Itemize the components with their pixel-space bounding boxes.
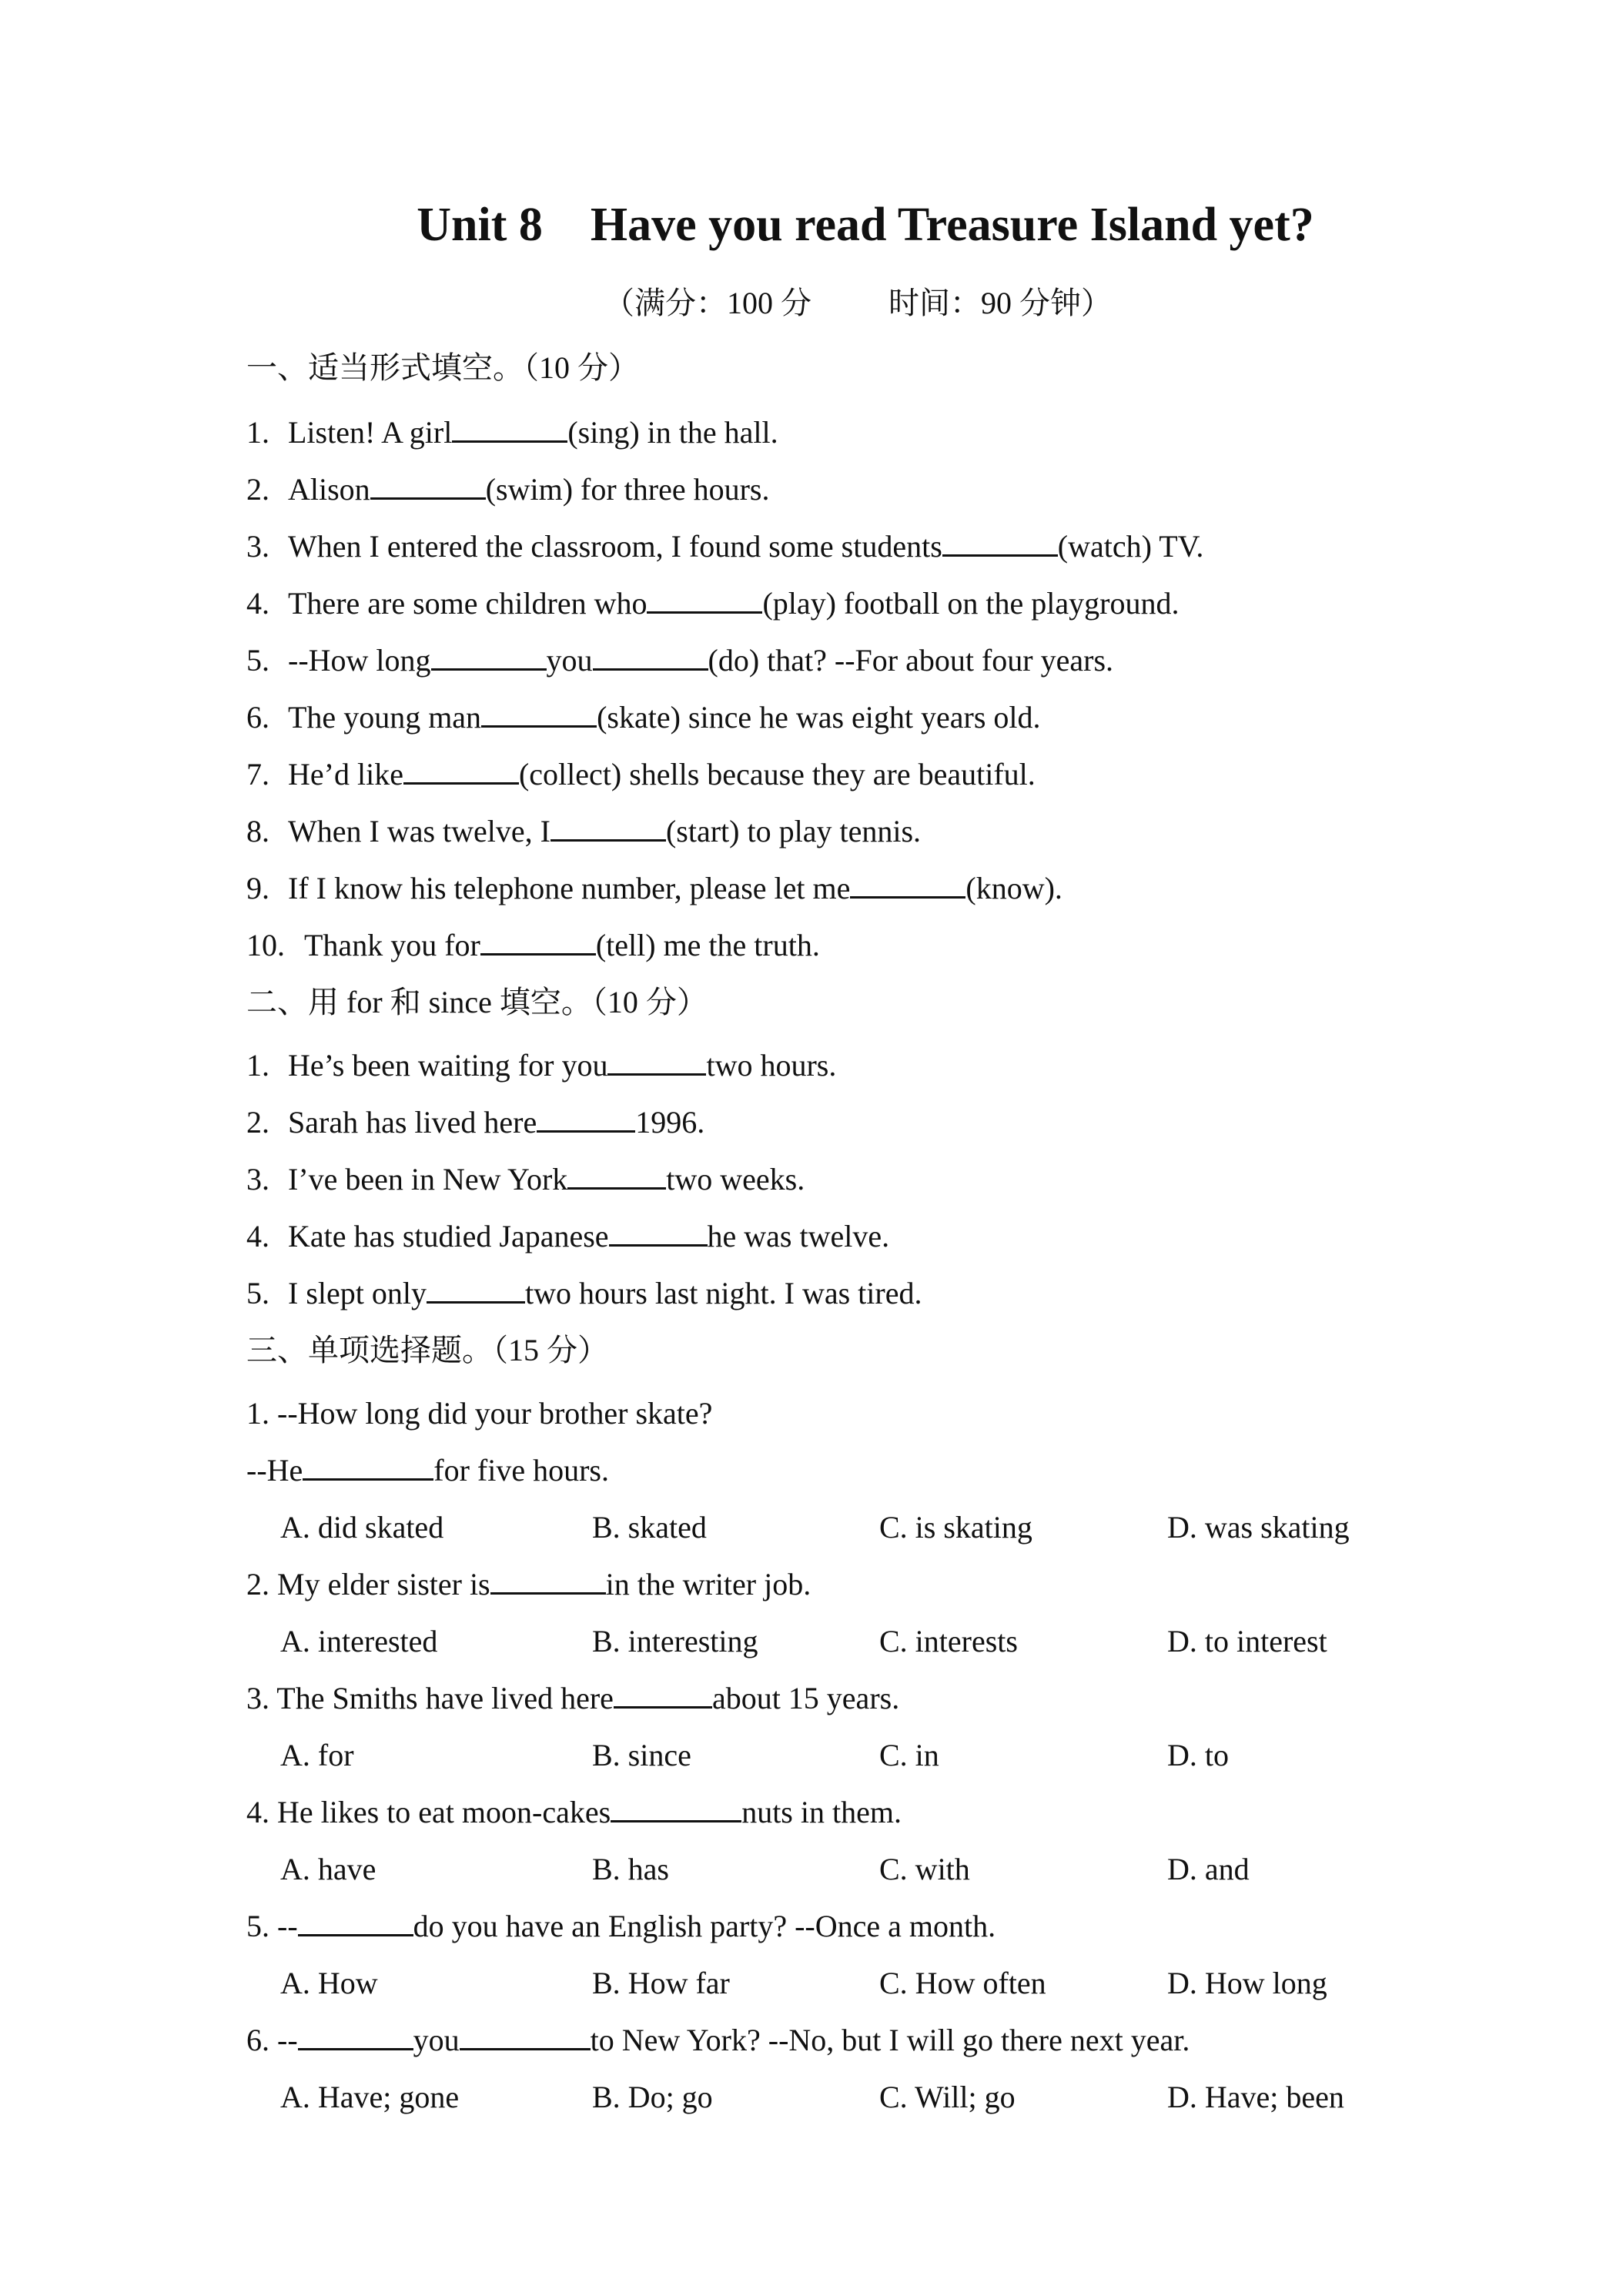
answer-blank[interactable] — [298, 1908, 413, 1936]
option-c[interactable]: C. How often — [879, 1966, 1046, 2000]
answer-blank[interactable] — [647, 585, 762, 614]
answer-blank[interactable] — [611, 1794, 741, 1822]
question-stem: 5. -- do you have an English party? --Once a month. — [246, 1909, 996, 1943]
option-c[interactable]: C. interests — [879, 1624, 1018, 1658]
fill-item: 6. The young man (skate) since he was eight years old. — [246, 700, 1041, 735]
answer-blank[interactable] — [452, 414, 567, 443]
option-a[interactable]: A. did skated — [280, 1510, 444, 1545]
question-stem: 1. --How long did your brother skate? — [246, 1396, 713, 1431]
answer-blank[interactable] — [490, 1566, 606, 1595]
fill-item: 2. Sarah has lived here 1996. — [246, 1105, 705, 1140]
option-a[interactable]: A. have — [280, 1852, 376, 1886]
option-c[interactable]: C. in — [879, 1738, 939, 1772]
page-title: Unit 8 Have you read Treasure Island yet? — [417, 199, 1314, 251]
answer-blank[interactable] — [303, 1452, 433, 1481]
answer-blank[interactable] — [942, 528, 1058, 557]
option-a[interactable]: A. How — [280, 1966, 378, 2000]
answer-blank[interactable] — [614, 1680, 712, 1709]
option-b[interactable]: B. interesting — [592, 1624, 758, 1658]
answer-blank[interactable] — [480, 927, 596, 956]
option-b[interactable]: B. has — [592, 1852, 669, 1886]
option-d[interactable]: D. was skating — [1167, 1510, 1350, 1545]
answer-blank[interactable] — [481, 699, 597, 728]
option-c[interactable]: C. with — [879, 1852, 970, 1886]
fill-item: 7. He’d like (collect) shells because they are beautiful. — [246, 757, 1036, 792]
option-b[interactable]: B. Do; go — [592, 2080, 713, 2114]
option-a[interactable]: A. for — [280, 1738, 354, 1772]
option-b[interactable]: B. How far — [592, 1966, 730, 2000]
option-d[interactable]: D. to interest — [1167, 1624, 1327, 1658]
fill-item: 5. I slept only two hours last night. I was tired. — [246, 1276, 922, 1310]
option-d[interactable]: D. Have; been — [1167, 2080, 1344, 2114]
fill-item: 3. I’ve been in New York two weeks. — [246, 1162, 805, 1197]
section2-heading: 二、用 for 和 since 填空。（10 分） — [246, 985, 708, 1019]
fill-item: 3. When I entered the classroom, I found some students (watch) TV. — [246, 529, 1204, 564]
option-c[interactable]: C. Will; go — [879, 2080, 1016, 2114]
answer-blank[interactable] — [593, 642, 708, 671]
option-c[interactable]: C. is skating — [879, 1510, 1032, 1545]
fill-item: 1. Listen! A girl (sing) in the hall. — [246, 415, 778, 450]
question-stem: --He for five hours. — [246, 1453, 609, 1488]
question-stem: 4. He likes to eat moon-cakes nuts in them. — [246, 1795, 902, 1829]
answer-blank[interactable] — [460, 2022, 591, 2050]
answer-blank[interactable] — [607, 1047, 706, 1076]
fill-item: 2. Alison (swim) for three hours. — [246, 472, 770, 507]
option-d[interactable]: D. How long — [1167, 1966, 1327, 2000]
answer-blank[interactable] — [403, 756, 519, 785]
fill-item: 4. Kate has studied Japanese he was twelve. — [246, 1219, 890, 1253]
option-a[interactable]: A. Have; gone — [280, 2080, 460, 2114]
score-time-info: （满分：100 分 时间：90 分钟） — [604, 286, 1112, 320]
fill-item: 8. When I was twelve, I (start) to play tennis. — [246, 814, 922, 848]
answer-blank[interactable] — [850, 870, 965, 899]
question-stem: 2. My elder sister is in the writer job. — [246, 1567, 812, 1602]
fill-item: 5. --How long you (do) that? --For about four years. — [246, 643, 1114, 678]
answer-blank[interactable] — [550, 813, 666, 842]
option-d[interactable]: D. and — [1167, 1852, 1250, 1886]
answer-blank[interactable] — [537, 1104, 635, 1133]
question-stem: 3. The Smiths have lived here about 15 years. — [246, 1681, 900, 1715]
answer-blank[interactable] — [567, 1161, 666, 1190]
section3-heading: 三、单项选择题。（15 分） — [246, 1333, 608, 1367]
option-b[interactable]: B. since — [592, 1738, 691, 1772]
fill-item: 1. He’s been waiting for you two hours. — [246, 1048, 837, 1083]
option-a[interactable]: A. interested — [280, 1624, 438, 1658]
section1-heading: 一、适当形式填空。（10 分） — [246, 350, 639, 385]
option-b[interactable]: B. skated — [592, 1510, 707, 1545]
option-d[interactable]: D. to — [1167, 1738, 1229, 1772]
question-stem: 6. -- you to New York? --No, but I will go there next year. — [246, 2023, 1190, 2057]
answer-blank[interactable] — [431, 642, 547, 671]
fill-item: 9. If I know his telephone number, please let me (know). — [246, 871, 1062, 905]
answer-blank[interactable] — [609, 1218, 708, 1247]
answer-blank[interactable] — [370, 471, 486, 500]
answer-blank[interactable] — [298, 2022, 413, 2050]
fill-item: 4. There are some children who (play) football on the playground. — [246, 586, 1180, 621]
fill-item: 10. Thank you for (tell) me the truth. — [246, 928, 820, 962]
answer-blank[interactable] — [427, 1275, 525, 1304]
